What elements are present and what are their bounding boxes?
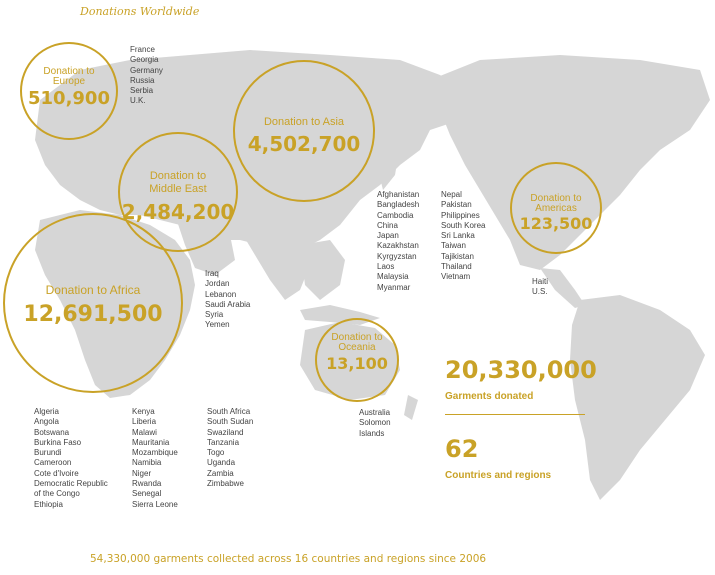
list-item: Australia <box>359 408 391 417</box>
middle-east-label-line1: Donation to <box>149 170 207 182</box>
africa-country-list-1 <box>34 407 108 510</box>
asia-country-list-1 <box>377 190 419 293</box>
divider <box>445 414 585 415</box>
americas-country-list <box>532 277 548 298</box>
page-title: Donations Worldwide <box>80 5 200 18</box>
list-item: Georgia <box>130 55 159 65</box>
list-item: Saudi Arabia <box>205 299 251 309</box>
list-item: Afghanistan <box>377 190 420 199</box>
list-item: Liberia <box>132 417 157 427</box>
africa-value: 12,691,500 <box>23 302 163 327</box>
list-item: Cote d'Ivoire <box>34 468 79 478</box>
list-item: Sri Lanka <box>441 231 475 241</box>
middle-east-value: 2,484,200 <box>121 200 235 224</box>
list-item: of the Congo <box>34 489 80 499</box>
list-item: Taiwan <box>441 241 466 251</box>
list-item: Serbia <box>130 86 154 96</box>
list-item: Namibia <box>132 458 162 468</box>
list-item: Thailand <box>441 262 472 272</box>
oceania-value: 13,100 <box>326 354 388 373</box>
garments-donated-label: Garments donated <box>445 391 534 402</box>
europe-label-line2: Europe <box>52 76 86 87</box>
list-item: Cambodia <box>377 210 414 220</box>
list-item: South Sudan <box>207 417 254 427</box>
list-item: Uganda <box>207 458 236 468</box>
list-item: Russia <box>130 75 155 85</box>
list-item: China <box>377 220 398 230</box>
oceania-label-line2: Oceania <box>338 342 376 353</box>
list-item: Algeria <box>34 407 59 416</box>
list-item: Iraq <box>205 269 219 278</box>
list-item: Jordan <box>205 279 230 289</box>
list-item: Japan <box>377 231 399 241</box>
africa-country-list-3 <box>207 407 253 489</box>
list-item: Kazakhstan <box>377 241 419 251</box>
list-item: Togo <box>207 448 225 458</box>
list-item: Vietnam <box>441 272 471 282</box>
americas-label-line2: Americas <box>535 203 577 214</box>
list-item: Philippines <box>441 210 480 220</box>
list-item: Democratic Republic <box>34 479 108 489</box>
americas-label-line1: Donation to <box>530 193 582 204</box>
list-item: Myanmar <box>377 282 411 292</box>
list-item: Rwanda <box>132 479 162 489</box>
asia-donation-circle <box>233 60 375 202</box>
list-item: Senegal <box>132 489 162 499</box>
list-item: Sierra Leone <box>132 499 178 509</box>
list-item: Kyrgyzstan <box>377 251 417 261</box>
list-item: Zambia <box>207 468 234 478</box>
list-item: Burkina Faso <box>34 437 82 447</box>
middle-east-country-list <box>205 269 250 331</box>
list-item: Syria <box>205 310 224 320</box>
asia-label: Donation to Asia <box>263 116 345 128</box>
list-item: U.S. <box>532 287 548 297</box>
list-item: Solomon <box>359 418 391 428</box>
list-item: Kenya <box>132 407 155 416</box>
oceania-country-list <box>359 408 391 439</box>
countries-regions-value: 62 <box>445 435 479 463</box>
list-item: Tanzania <box>207 437 240 447</box>
list-item: Lebanon <box>205 289 237 299</box>
list-item: Laos <box>377 262 395 272</box>
list-item: Burundi <box>34 448 62 458</box>
list-item: U.K. <box>130 96 146 106</box>
europe-country-list <box>130 45 163 107</box>
list-item: Pakistan <box>441 200 472 210</box>
oceania-label-line1: Donation to <box>331 332 383 343</box>
land-south-america <box>570 295 705 500</box>
list-item: Islands <box>359 428 385 438</box>
list-item: Yemen <box>205 320 230 330</box>
list-item: Haiti <box>532 277 549 286</box>
list-item: Malaysia <box>377 272 409 282</box>
list-item: South Korea <box>441 220 486 230</box>
land-nz <box>404 395 418 420</box>
land-se-asia <box>300 240 345 300</box>
list-item: France <box>130 45 155 54</box>
list-item: Niger <box>132 468 152 478</box>
list-item: Tajikistan <box>441 251 474 261</box>
list-item: Botswana <box>34 427 70 437</box>
list-item: Angola <box>34 417 59 427</box>
list-item: Germany <box>130 65 163 75</box>
list-item: Ethiopia <box>34 499 63 509</box>
list-item: Mauritania <box>132 437 170 447</box>
list-item: Nepal <box>441 190 462 199</box>
africa-country-list-2 <box>132 407 178 510</box>
asia-value: 4,502,700 <box>247 132 361 156</box>
europe-value: 510,900 <box>28 88 110 109</box>
list-item: Zimbabwe <box>207 479 244 489</box>
list-item: Swaziland <box>207 427 244 437</box>
africa-label: Donation to Africa <box>45 283 141 297</box>
list-item: Malawi <box>132 427 157 437</box>
americas-value: 123,500 <box>519 214 593 233</box>
garments-donated-value: 20,330,000 <box>445 356 597 384</box>
list-item: Bangladesh <box>377 200 420 210</box>
list-item: South Africa <box>207 407 251 416</box>
footer-summary: 54,330,000 garments collected across 16 countries and regions since 2006 <box>90 553 487 565</box>
list-item: Cameroon <box>34 458 72 468</box>
asia-country-list-2 <box>441 190 485 283</box>
countries-regions-label: Countries and regions <box>445 470 552 481</box>
middle-east-label-line2: Middle East <box>149 183 207 195</box>
list-item: Mozambique <box>132 448 178 458</box>
europe-label-line1: Donation to <box>43 66 95 77</box>
